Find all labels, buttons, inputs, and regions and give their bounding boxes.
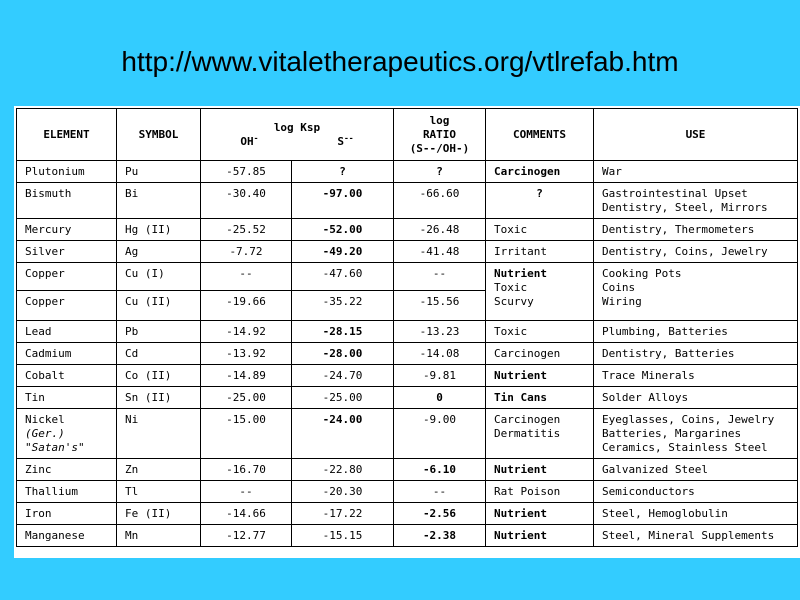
- cell-log-ksp-s-line: -28.00: [322, 346, 363, 360]
- cell-use: [594, 241, 798, 263]
- cell-log-ksp-oh: [201, 161, 292, 183]
- cell-log-ksp-oh: [201, 525, 292, 547]
- cell-element-line: Manganese: [25, 528, 85, 542]
- cell-comments-line: Nutrient: [494, 528, 547, 542]
- cell-symbol: [117, 241, 201, 263]
- cell-symbol: [117, 365, 201, 387]
- cell-symbol-line: Zn: [125, 462, 139, 476]
- cell-log-ksp-oh: [201, 409, 292, 459]
- cell-log-ksp-s: [292, 161, 394, 183]
- cell-log-ksp-s: [292, 503, 394, 525]
- cell-log-ratio-line: --: [432, 484, 447, 498]
- cell-log-ksp-oh-line: -14.89: [226, 368, 266, 382]
- cell-element-line: Silver: [25, 244, 65, 258]
- cell-comments: [486, 503, 594, 525]
- cell-log-ksp-s-line: -15.15: [322, 528, 363, 542]
- cell-symbol-line: Fe (II): [125, 506, 172, 520]
- cell-log-ratio-line: --: [432, 267, 447, 280]
- cell-symbol: [117, 387, 201, 409]
- table-row: [17, 241, 798, 263]
- cell-log-ksp-oh-line: -19.66: [226, 295, 266, 308]
- cell-log-ratio: [394, 183, 486, 219]
- cell-comments: [486, 459, 594, 481]
- cell-use-line: Solder Alloys: [602, 390, 689, 404]
- cell-log-ratio-line: -66.60: [419, 187, 460, 200]
- cell-symbol: [117, 525, 201, 547]
- cell-log-ksp-s: [292, 263, 394, 291]
- table-header-row: [17, 109, 798, 161]
- cell-comments-line: Nutrient: [494, 506, 547, 520]
- cell-comments: [486, 409, 594, 459]
- cell-use: [594, 481, 798, 503]
- cell-log-ksp-oh-line: --: [239, 484, 253, 498]
- cell-log-ksp-oh: [201, 219, 292, 241]
- cell-log-ratio: [394, 343, 486, 365]
- cell-comments-line: Dermatitis: [494, 427, 561, 440]
- table-row: [17, 481, 798, 503]
- cell-comments: [486, 263, 594, 321]
- cell-comments-line: Rat Poison: [494, 484, 561, 498]
- header-comments: COMMENTS: [486, 109, 594, 161]
- table-row: [17, 343, 798, 365]
- cell-log-ksp-s: [292, 409, 394, 459]
- cell-log-ksp-oh-line: -25.00: [226, 390, 266, 404]
- cell-element-line: "Satan's": [25, 441, 85, 454]
- cell-use: [594, 263, 798, 321]
- cell-comments: [486, 343, 594, 365]
- cell-log-ksp-oh-line: -15.00: [226, 413, 266, 426]
- cell-log-ksp-oh: [201, 503, 292, 525]
- cell-comments-line: Nutrient: [494, 368, 547, 382]
- cell-element-line: Zinc: [25, 462, 52, 476]
- cell-use-line: Batteries, Margarines: [602, 427, 742, 440]
- cell-log-ksp-s-line: -24.00: [322, 413, 363, 426]
- header-oh: OH-: [240, 132, 259, 148]
- cell-element: [17, 459, 117, 481]
- cell-use-line: Ceramics, Stainless Steel: [602, 441, 768, 454]
- cell-element: [17, 343, 117, 365]
- cell-symbol: [117, 409, 201, 459]
- cell-log-ksp-s-line: -25.00: [322, 390, 363, 404]
- cell-log-ratio-line: -13.23: [419, 324, 460, 338]
- cell-use: [594, 219, 798, 241]
- cell-element: [17, 481, 117, 503]
- cell-comments: [486, 183, 594, 219]
- cell-log-ratio: [394, 409, 486, 459]
- cell-element: [17, 263, 117, 291]
- cell-log-ksp-s-line: -49.20: [322, 244, 363, 258]
- cell-element-line: (Ger.): [25, 427, 65, 440]
- cell-symbol-line: Cu (I): [125, 267, 165, 280]
- header-log-ratio: log RATIO (S--/OH-): [394, 109, 486, 161]
- header-log-ksp: [201, 109, 394, 161]
- cell-log-ksp-s: [292, 343, 394, 365]
- cell-use-line: Semiconductors: [602, 484, 695, 498]
- cell-comments-line: Scurvy: [494, 295, 534, 308]
- cell-symbol: [117, 481, 201, 503]
- cell-log-ratio: [394, 481, 486, 503]
- table-row: [17, 161, 798, 183]
- cell-comments: [486, 525, 594, 547]
- cell-comments: [486, 219, 594, 241]
- cell-symbol: [117, 219, 201, 241]
- cell-log-ksp-oh: [201, 481, 292, 503]
- cell-log-ksp-oh: [201, 183, 292, 219]
- cell-symbol-line: Mn: [125, 528, 139, 542]
- cell-use-line: Dentistry, Batteries: [602, 346, 735, 360]
- cell-comments-line: Nutrient: [494, 267, 547, 280]
- cell-symbol: [117, 503, 201, 525]
- cell-comments-line: ?: [536, 187, 543, 200]
- cell-symbol-line: Ag: [125, 244, 139, 258]
- cell-element-line: Bismuth: [25, 187, 72, 200]
- cell-use: [594, 525, 798, 547]
- cell-use: [594, 321, 798, 343]
- cell-symbol-line: Ni: [125, 413, 139, 426]
- cell-use-line: War: [602, 164, 622, 178]
- cell-log-ratio: [394, 503, 486, 525]
- cell-log-ratio: [394, 321, 486, 343]
- cell-use: [594, 365, 798, 387]
- header-use: USE: [594, 109, 798, 161]
- cell-log-ratio-line: -41.48: [419, 244, 460, 258]
- cell-log-ksp-s: [292, 291, 394, 321]
- cell-symbol: [117, 263, 201, 291]
- cell-symbol: [117, 183, 201, 219]
- table-row: [17, 525, 798, 547]
- cell-log-ksp-oh-line: --: [239, 267, 253, 280]
- cell-use: [594, 503, 798, 525]
- cell-log-ksp-oh: [201, 387, 292, 409]
- cell-element: [17, 503, 117, 525]
- cell-log-ksp-s: [292, 459, 394, 481]
- cell-element-line: Copper: [25, 267, 65, 280]
- cell-element-line: Thallium: [25, 484, 78, 498]
- cell-log-ksp-s-line: -97.00: [322, 187, 363, 200]
- cell-log-ratio-line: -2.38: [422, 528, 457, 542]
- header-log-ksp-label: log Ksp: [273, 120, 321, 134]
- cell-log-ksp-oh-line: -16.70: [226, 462, 266, 476]
- cell-log-ksp-s-line: -22.80: [322, 462, 363, 476]
- cell-element: [17, 525, 117, 547]
- cell-log-ksp-oh-line: -30.40: [226, 187, 266, 200]
- cell-comments: [486, 387, 594, 409]
- cell-symbol-line: Pu: [125, 164, 139, 178]
- table-row: [17, 183, 798, 219]
- cell-log-ratio-line: -15.56: [419, 295, 460, 308]
- cell-log-ksp-s-line: -20.30: [322, 484, 363, 498]
- cell-log-ratio: [394, 459, 486, 481]
- cell-log-ksp-oh-line: -12.77: [226, 528, 266, 542]
- cell-log-ksp-oh-line: -13.92: [226, 346, 266, 360]
- cell-element: [17, 365, 117, 387]
- cell-symbol: [117, 459, 201, 481]
- cell-log-ratio: [394, 219, 486, 241]
- cell-element: [17, 387, 117, 409]
- cell-element: [17, 321, 117, 343]
- cell-comments-line: Toxic: [494, 324, 528, 338]
- cell-log-ksp-s: [292, 219, 394, 241]
- cell-use: [594, 343, 798, 365]
- cell-element: [17, 161, 117, 183]
- element-ksp-table: [16, 108, 798, 547]
- cell-element-line: Iron: [25, 506, 52, 520]
- table-row: [17, 321, 798, 343]
- cell-log-ksp-oh-line: -14.66: [226, 506, 266, 520]
- table-row: [17, 409, 798, 459]
- cell-comments: [486, 365, 594, 387]
- cell-comments-line: Nutrient: [494, 462, 547, 476]
- cell-use-line: Steel, Hemoglobulin: [602, 506, 728, 520]
- cell-element-line: Mercury: [25, 222, 72, 236]
- header-symbol: SYMBOL: [117, 109, 201, 161]
- cell-log-ksp-s: [292, 481, 394, 503]
- cell-comments-line: Toxic: [494, 281, 528, 294]
- cell-log-ratio: [394, 525, 486, 547]
- table-row: [17, 365, 798, 387]
- cell-symbol-line: Pb: [125, 324, 139, 338]
- cell-log-ksp-oh-line: -25.52: [226, 222, 266, 236]
- cell-comments-line: Carcinogen: [494, 346, 561, 360]
- cell-log-ratio-line: 0: [436, 390, 443, 404]
- cell-element-line: Tin: [25, 390, 45, 404]
- cell-log-ksp-s-line: -35.22: [322, 295, 363, 308]
- cell-symbol-line: Cd: [125, 346, 139, 360]
- table-row: [17, 503, 798, 525]
- cell-use: [594, 183, 798, 219]
- cell-log-ratio-line: -14.08: [419, 346, 460, 360]
- cell-log-ksp-s-line: -28.15: [322, 324, 363, 338]
- cell-element: [17, 183, 117, 219]
- cell-use-line: Gastrointestinal Upset: [602, 187, 748, 200]
- cell-symbol-line: Hg (II): [125, 222, 172, 236]
- cell-symbol: [117, 161, 201, 183]
- cell-log-ratio-line: -9.00: [422, 413, 457, 426]
- cell-log-ratio: [394, 365, 486, 387]
- cell-log-ratio: [394, 291, 486, 321]
- cell-use-line: Wiring: [602, 295, 642, 308]
- cell-element-line: Cadmium: [25, 346, 72, 360]
- cell-use: [594, 387, 798, 409]
- cell-log-ksp-s-line: -17.22: [322, 506, 363, 520]
- cell-use-line: Dentistry, Steel, Mirrors: [602, 201, 768, 214]
- cell-use: [594, 409, 798, 459]
- cell-element: [17, 219, 117, 241]
- cell-element-line: Cobalt: [25, 368, 65, 382]
- cell-element-line: Plutonium: [25, 164, 85, 178]
- cell-use: [594, 161, 798, 183]
- cell-use-line: Plumbing, Batteries: [602, 324, 728, 338]
- table-row: [17, 263, 798, 291]
- cell-log-ksp-s: [292, 365, 394, 387]
- cell-comments-line: Carcinogen: [494, 164, 561, 178]
- reference-table-image: [14, 106, 800, 558]
- cell-log-ksp-s: [292, 241, 394, 263]
- cell-symbol-line: Bi: [125, 187, 139, 200]
- cell-use-line: Eyeglasses, Coins, Jewelry: [602, 413, 775, 426]
- cell-log-ratio-line: -6.10: [422, 462, 457, 476]
- cell-symbol: [117, 343, 201, 365]
- cell-element-line: Copper: [25, 295, 65, 308]
- cell-log-ksp-s: [292, 183, 394, 219]
- cell-symbol-line: Sn (II): [125, 390, 172, 404]
- cell-log-ksp-oh-line: -7.72: [229, 244, 263, 258]
- cell-log-ksp-s-line: -24.70: [322, 368, 363, 382]
- table-row: [17, 219, 798, 241]
- cell-log-ksp-oh-line: -57.85: [226, 164, 266, 178]
- cell-use-line: Steel, Mineral Supplements: [602, 528, 775, 542]
- cell-comments-line: Carcinogen: [494, 413, 561, 426]
- cell-use-line: Cooking Pots: [602, 267, 682, 280]
- cell-log-ksp-oh: [201, 459, 292, 481]
- cell-log-ratio: [394, 241, 486, 263]
- cell-comments: [486, 241, 594, 263]
- cell-log-ratio-line: ?: [436, 164, 443, 178]
- cell-log-ratio: [394, 387, 486, 409]
- cell-log-ksp-oh: [201, 263, 292, 291]
- cell-use-line: Coins: [602, 281, 636, 294]
- cell-use-line: Dentistry, Thermometers: [602, 222, 755, 236]
- cell-use-line: Trace Minerals: [602, 368, 695, 382]
- cell-use-line: Dentistry, Coins, Jewelry: [602, 244, 768, 258]
- header-s: S--: [337, 132, 354, 148]
- cell-log-ratio: [394, 161, 486, 183]
- cell-comments-line: Irritant: [494, 244, 547, 258]
- cell-log-ksp-s-line: -47.60: [322, 267, 363, 280]
- slide-title-url: http://www.vitaletherapeutics.org/vtlrefab.htm: [121, 46, 679, 77]
- cell-log-ratio: [394, 263, 486, 291]
- cell-comments-line: Toxic: [494, 222, 528, 236]
- cell-log-ratio-line: -26.48: [419, 222, 460, 236]
- cell-log-ksp-oh: [201, 291, 292, 321]
- cell-comments: [486, 321, 594, 343]
- cell-symbol-line: Tl: [125, 484, 139, 498]
- cell-log-ksp-s: [292, 321, 394, 343]
- cell-log-ksp-oh: [201, 365, 292, 387]
- cell-element: [17, 241, 117, 263]
- cell-log-ksp-oh: [201, 241, 292, 263]
- cell-log-ksp-s: [292, 387, 394, 409]
- cell-element: [17, 291, 117, 321]
- cell-use-line: Galvanized Steel: [602, 462, 708, 476]
- cell-log-ksp-oh: [201, 343, 292, 365]
- cell-log-ratio-line: -9.81: [422, 368, 457, 382]
- cell-symbol-line: Cu (II): [125, 295, 172, 308]
- cell-element-line: Lead: [25, 324, 52, 338]
- header-element: ELEMENT: [17, 109, 117, 161]
- cell-log-ratio-line: -2.56: [422, 506, 457, 520]
- table-row: [17, 459, 798, 481]
- cell-log-ksp-s-line: -52.00: [322, 222, 363, 236]
- cell-element: [17, 409, 117, 459]
- cell-use: [594, 459, 798, 481]
- cell-comments-line: Tin Cans: [494, 390, 547, 404]
- table-row: [17, 387, 798, 409]
- cell-symbol: [117, 321, 201, 343]
- cell-log-ksp-oh: [201, 321, 292, 343]
- cell-symbol-line: Co (II): [125, 368, 172, 382]
- cell-log-ksp-oh-line: -14.92: [226, 324, 266, 338]
- cell-log-ksp-s: [292, 525, 394, 547]
- cell-element-line: Nickel: [25, 413, 65, 426]
- cell-symbol: [117, 291, 201, 321]
- cell-log-ksp-s-line: ?: [339, 164, 346, 178]
- cell-comments: [486, 161, 594, 183]
- cell-comments: [486, 481, 594, 503]
